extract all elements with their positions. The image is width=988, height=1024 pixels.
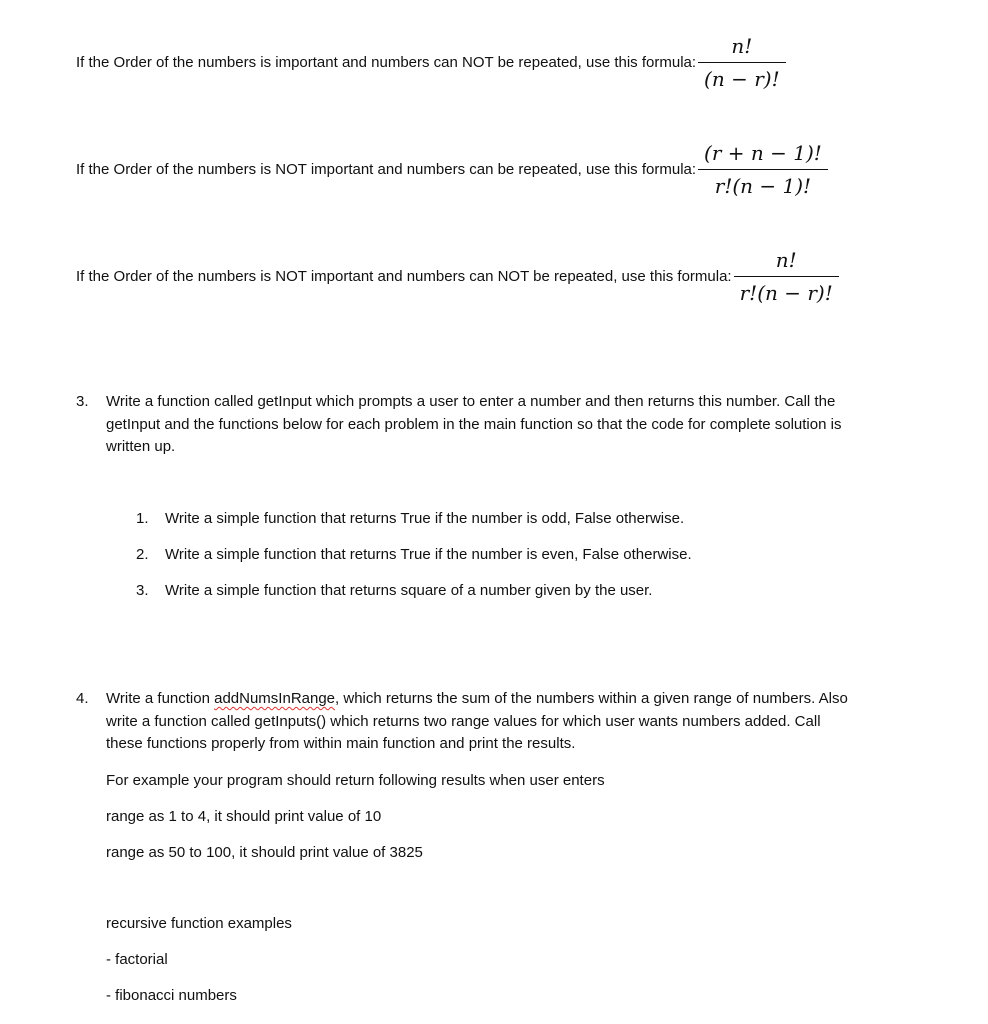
question-3-line: getInput and the functions below for each problem in the main function so that the code for complete solution is	[106, 415, 842, 433]
formula-3-fraction	[734, 248, 839, 305]
example-2: range as 50 to 100, it should print value of 3825	[106, 844, 423, 861]
subitem-2-text: Write a simple function that returns True if the number is even, False otherwise.	[165, 546, 692, 563]
function-name-addNumsInRange: addNumsInRange	[214, 690, 336, 707]
example-intro: For example your program should return following results when user enters	[106, 772, 605, 789]
subitem-3-number: 3.	[136, 582, 149, 599]
question-4-number: 4.	[76, 690, 89, 707]
question-3-line: Write a function called getInput which prompts a user to enter a number and then returns this number. Call the	[106, 393, 836, 410]
formula-1-text: If the Order of the numbers is important and numbers can NOT be repeated, use this formula:	[76, 53, 697, 71]
formula-1-fraction	[698, 34, 786, 91]
formula-3	[76, 248, 839, 305]
question-4-text	[106, 688, 848, 756]
question-4-line: write a function called getInputs() which returns two range values for which user wants numbers added. Call	[106, 712, 821, 730]
formula-1-denominator: (n − r)!	[704, 67, 780, 91]
example-1: range as 1 to 4, it should print value of 10	[106, 808, 382, 825]
formula-2-denominator: r!(n − 1)!	[714, 174, 812, 198]
subitem-1-text: Write a simple function that returns True if the number is odd, False otherwise.	[165, 510, 685, 527]
question-3-line: written up.	[106, 438, 176, 455]
formula-3-numerator: n!	[775, 248, 797, 272]
formula-2-numerator: (r + n − 1)!	[704, 141, 822, 165]
subitem-1-number: 1.	[136, 510, 149, 527]
subitem-2-number: 2.	[136, 546, 149, 563]
subitem-3-text: Write a simple function that returns square of a number given by the user.	[165, 582, 653, 599]
formula-1	[76, 34, 786, 91]
formula-3-denominator: r!(n − r)!	[739, 281, 833, 305]
formula-1-numerator: n!	[731, 34, 753, 58]
question-4-line1-pre: Write a function	[106, 690, 215, 707]
formula-2-text: If the Order of the numbers is NOT important and numbers can be repeated, use this formula:	[76, 160, 697, 178]
formula-2	[76, 141, 828, 198]
recursive-item-factorial: - factorial	[106, 951, 168, 968]
question-4-line	[106, 688, 848, 711]
recursive-heading: recursive function examples	[106, 915, 292, 932]
question-3-text	[106, 391, 841, 459]
recursive-item-fibonacci: - fibonacci numbers	[106, 987, 237, 1004]
formula-2-fraction	[698, 141, 828, 198]
question-3-number: 3.	[76, 393, 89, 410]
question-4-line: these functions properly from within main function and print the results.	[106, 735, 576, 752]
question-4-line1-post: , which returns the sum of the numbers within a given range of numbers. Also	[335, 690, 848, 707]
formula-3-text: If the Order of the numbers is NOT important and numbers can NOT be repeated, use this formula:	[76, 267, 732, 285]
